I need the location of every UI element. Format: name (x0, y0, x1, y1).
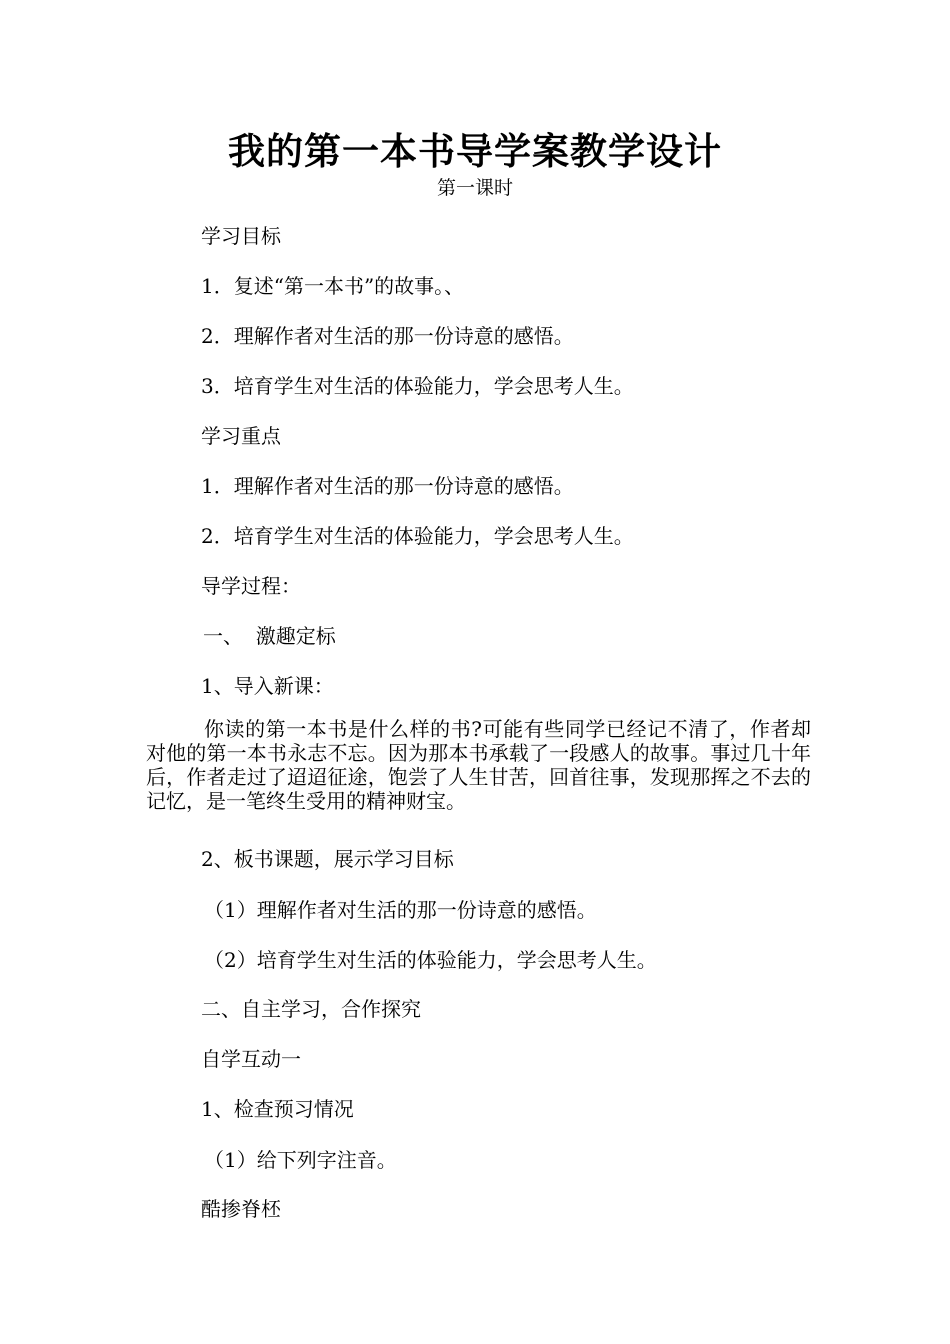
document-subtitle: 第一课时 (436, 177, 513, 199)
document-title: 我的第一本书导学案教学设计 (228, 129, 722, 173)
step-intro-lesson: 1、导入新课： (201, 674, 334, 698)
step-check-preview: 1、检查预习情况 (201, 1097, 354, 1121)
goal-item-2: 2．理解作者对生活的那一份诗意的感悟。 (201, 324, 574, 348)
heading-learning-goals: 学习目标 (201, 224, 281, 248)
intro-paragraph: 你读的第一本书是什么样的书?可能有些同学已经记不清了，作者却对他的第一本书永志不忘。因为那本书承载了一段感人的故事。事过几十年后，作者走过了迢迢征途，饱尝了人生甘苦，回首往事，发现那挥之不去的记忆，是一笔终生受用的精神财宝。 (146, 717, 811, 813)
heading-key-points: 学习重点 (201, 424, 281, 448)
self-study-heading: 自学互动一 (201, 1047, 301, 1071)
key-point-item-2: 2．培育学生对生活的体验能力，学会思考人生。 (201, 524, 634, 548)
step-board-title: 2、板书课题，展示学习目标 (201, 847, 454, 871)
goal-item-1: 1．复述“第一本书”的故事。、 (201, 274, 465, 298)
goal-item-3: 3．培育学生对生活的体验能力，学会思考人生。 (201, 374, 634, 398)
phonetic-characters: 酷掺脊柸 (201, 1197, 281, 1221)
board-goal-2: （2）培育学生对生活的体验能力，学会思考人生。 (204, 948, 657, 972)
key-point-item-1: 1．理解作者对生活的那一份诗意的感悟。 (201, 474, 574, 498)
section-2-heading: 二、自主学习，合作探究 (201, 997, 421, 1021)
section-1-heading: 一、 激趣定标 (203, 624, 336, 648)
phonetic-task: （1）给下列字注音。 (204, 1148, 397, 1172)
board-goal-1: （1）理解作者对生活的那一份诗意的感悟。 (204, 898, 597, 922)
heading-process: 导学过程： (201, 574, 301, 598)
